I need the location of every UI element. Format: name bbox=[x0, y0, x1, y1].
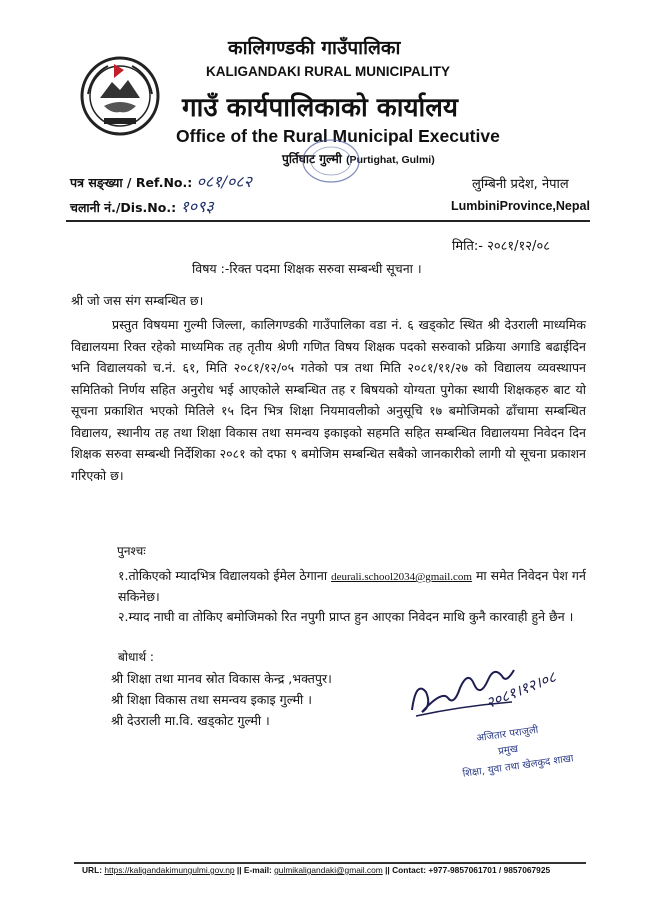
letter-subject: विषय :-रिक्त पदमा शिक्षक सरुवा सम्बन्धी सूचना । bbox=[192, 261, 422, 276]
signature-date: २०८१।१२।०८ bbox=[483, 667, 559, 713]
address-nepali: पुर्तिघाट गुल्मी bbox=[282, 152, 342, 166]
stamp-role: प्रमुख bbox=[497, 743, 519, 758]
stamp-title: अजितार पराजुली bbox=[475, 724, 540, 745]
municipality-logo bbox=[78, 54, 162, 138]
footer bbox=[82, 865, 550, 875]
footer-divider bbox=[74, 862, 586, 864]
cc-heading: बोधार्थ : bbox=[118, 650, 154, 664]
municipality-name-english: KALIGANDAKI RURAL MUNICIPALITY bbox=[206, 64, 450, 79]
postscript-item-1-text: १.तोकिएको म्यादभित्र विद्यालयको ईमेल ठेगाना bbox=[118, 568, 328, 583]
postscript-item-2: २.म्याद नाघी वा तोकिए बमोजिमको रित नपुगी प्राप्त हुन आएका निवेदन माथि कुनै कारवाही हुने छैन । bbox=[118, 609, 574, 624]
stamp-department: शिक्षा, युवा तथा खेलकुद शाखा bbox=[461, 753, 575, 780]
office-name-english: Office of the Rural Municipal Executive bbox=[176, 126, 500, 146]
postscript-heading: पुनश्चः bbox=[117, 544, 146, 558]
province-english: LumbiniProvince,Nepal bbox=[451, 199, 590, 213]
footer-contact: || Contact: +977-9857061701 / 9857067925 bbox=[385, 865, 551, 875]
office-name-nepali: गाउँ कार्यपालिकाको कार्यालय bbox=[182, 93, 458, 123]
province-nepali: लुम्बिनी प्रदेश, नेपाल bbox=[472, 177, 569, 192]
school-email-link[interactable]: deurali.school2034@gmail.com bbox=[331, 571, 472, 583]
dis-value: १०९३ bbox=[180, 197, 214, 216]
footer-email-link[interactable]: gulmikaligandaki@gmail.com bbox=[274, 865, 383, 875]
cc-item: श्री देउराली मा.वि. खड्‌कोट गुल्मी । bbox=[111, 713, 270, 728]
ref-number bbox=[70, 170, 252, 192]
letter-date: मिति:- २०८१/१२/०८ bbox=[452, 239, 550, 254]
body-paragraph: प्रस्तुत विषयमा गुल्मी जिल्ला, कालिगण्डकी गाउँपालिका वडा नं. ६ खड्‌कोट स्थित श्री देउराली माध्यमिक विद्यालयमा रिक्त रहेको माध्यमिक तह तृतीय श्रेणी गणित विषय शिक्षक पदको सरुवाको प्रक्रिया अगाडि बढाईदिन भनि विद्यालयको च.नं. ६१, मिति २०८१/१२/०५ गतेको पत्र तथा मिति २०८१/११/२७ को विद्यालय व्यवस्थापन समितिको निर्णय सहित अनुरोध भई आएकोले सम्बन्धित तह र बिषयको योग्यता पुगेका स्थायी शिक्षकहरु बाट यो सूचना प्रकाशित भएको मितिले १५ दिन भित्र शिक्षा नियमावलीको अनुसूचि १७ बमोजिमको ढाँचामा सम्बन्धित विद्यालय, स्थानीय तह तथा शिक्षा विकास तथा समन्वय इकाइको सहमति सहित सम्बन्धित विद्यालयमा निवेदन दिन शिक्षक सरुवा सम्बन्धी निर्देशिका २०८१ को दफा ९ बमोजिम सम्बन्धित सबैको जानकारीको लागी यो सूचना प्रकाशन गरिएको छ। bbox=[71, 317, 586, 483]
ref-label: पत्र सङ्ख्या / Ref.No.: bbox=[70, 175, 193, 190]
address-english: (Purtighat, Gulmi) bbox=[346, 154, 435, 166]
dispatch-number bbox=[70, 195, 214, 217]
postscript-item-1-tail: मा समेत निवेदन पेश गर्न सकिनेछ। bbox=[118, 568, 586, 604]
postscript-item-1 bbox=[118, 566, 586, 607]
office-stamp bbox=[300, 136, 362, 186]
cc-item: श्री शिक्षा तथा मानव स्रोत विकास केन्द्र ,भक्तपुर। bbox=[111, 671, 332, 686]
cc-item: श्री शिक्षा विकास तथा समन्वय इकाइ गुल्मी । bbox=[111, 692, 313, 707]
header-divider bbox=[66, 220, 590, 222]
footer-email-label: || E-mail: bbox=[236, 865, 272, 875]
footer-url-label: URL: bbox=[82, 865, 103, 875]
salutation: श्री जो जस संग सम्बन्धित छ। bbox=[71, 293, 204, 308]
municipality-name-nepali: कालिगण्डकी गाउँपालिका bbox=[228, 37, 401, 59]
dis-label: चलानी नं./Dis.No.: bbox=[70, 200, 177, 215]
ref-value: ०८१/०८२ bbox=[196, 172, 252, 191]
footer-url-link[interactable]: https://kaligandakimungulmi.gov.np bbox=[104, 865, 235, 875]
